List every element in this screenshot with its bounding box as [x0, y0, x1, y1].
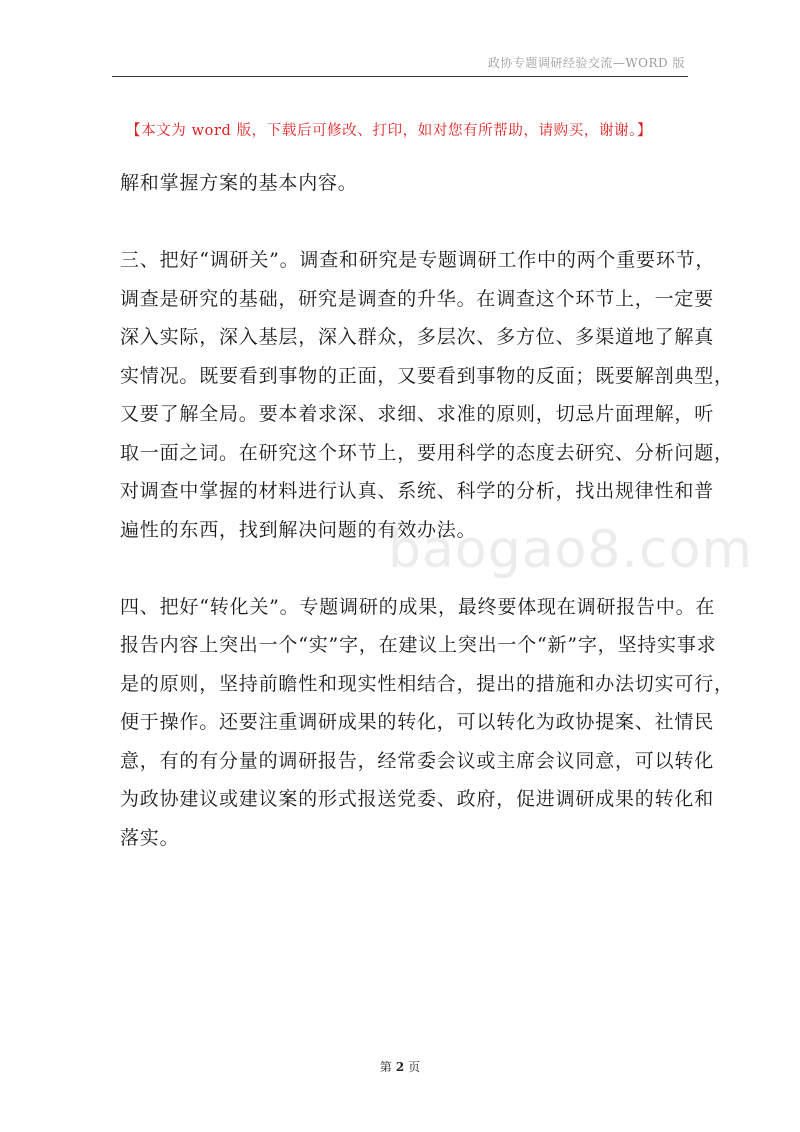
text-line: 对调查中掌握的材料进行认真、系统、科学的分析，找出规律性和普: [120, 480, 715, 502]
text-line: 三、把好“调研关”。调查和研究是专题调研工作中的两个重要环节，: [120, 249, 716, 271]
paragraph-research: [120, 241, 734, 549]
header-divider: [112, 76, 688, 77]
text-line: 解和掌握方案的基本内容。: [120, 172, 358, 194]
paragraph-continuation: [120, 164, 684, 203]
footer-suffix: 页: [408, 1060, 421, 1074]
header-title: 政协专题调研经验交流—WORD 版: [487, 56, 685, 70]
text-line: 报告内容上突出一个“实”字，在建议上突出一个“新”字，坚持实事求: [120, 634, 717, 656]
text-line: 深入实际，深入基层，深入群众，多层次、多方位、多渠道地了解真: [120, 326, 715, 348]
footer-prefix: 第: [379, 1060, 392, 1074]
text-line: 四、把好“转化关”。专题调研的成果，最终要体现在调研报告中。在: [120, 595, 716, 618]
text-line: 实情况。既要看到事物的正面，又要看到事物的反面；既要解剖典型，: [120, 364, 734, 387]
purchase-notice: 【本文为 word 版，下载后可修改、打印，如对您有所帮助，请购买，谢谢。】: [126, 123, 653, 139]
page-header: [0, 50, 800, 80]
text-line: 为政协建议或建议案的形式报送党委、政府，促进调研成果的转化和: [120, 788, 715, 810]
paragraph-transformation: [120, 588, 734, 858]
text-line: 取一面之词。在研究这个环节上，要用科学的态度去研究、分析问题，: [120, 441, 734, 464]
text-line: 遍性的东西，找到解决问题的有效办法。: [120, 518, 477, 541]
text-line: 意，有的有分量的调研报告，经常委会议或主席会议同意，可以转化: [120, 749, 715, 772]
page-footer: [0, 1058, 800, 1075]
document-body: [120, 164, 734, 857]
text-line: 是的原则，坚持前瞻性和现实性相结合，提出的措施和办法切实可行，: [120, 672, 734, 695]
watermark: baogao8.com: [388, 520, 754, 580]
text-line: 调查是研究的基础，研究是调查的升华。在调查这个环节上，一定要: [120, 287, 715, 310]
text-line: 落实。: [120, 826, 180, 849]
text-line: 又要了解全局。要本着求深、求细、求准的原则，切忌片面理解，听: [120, 403, 715, 425]
page-number: 2: [395, 1060, 405, 1074]
text-line: 便于操作。还要注重调研成果的转化，可以转化为政协提案、社情民: [120, 711, 715, 733]
